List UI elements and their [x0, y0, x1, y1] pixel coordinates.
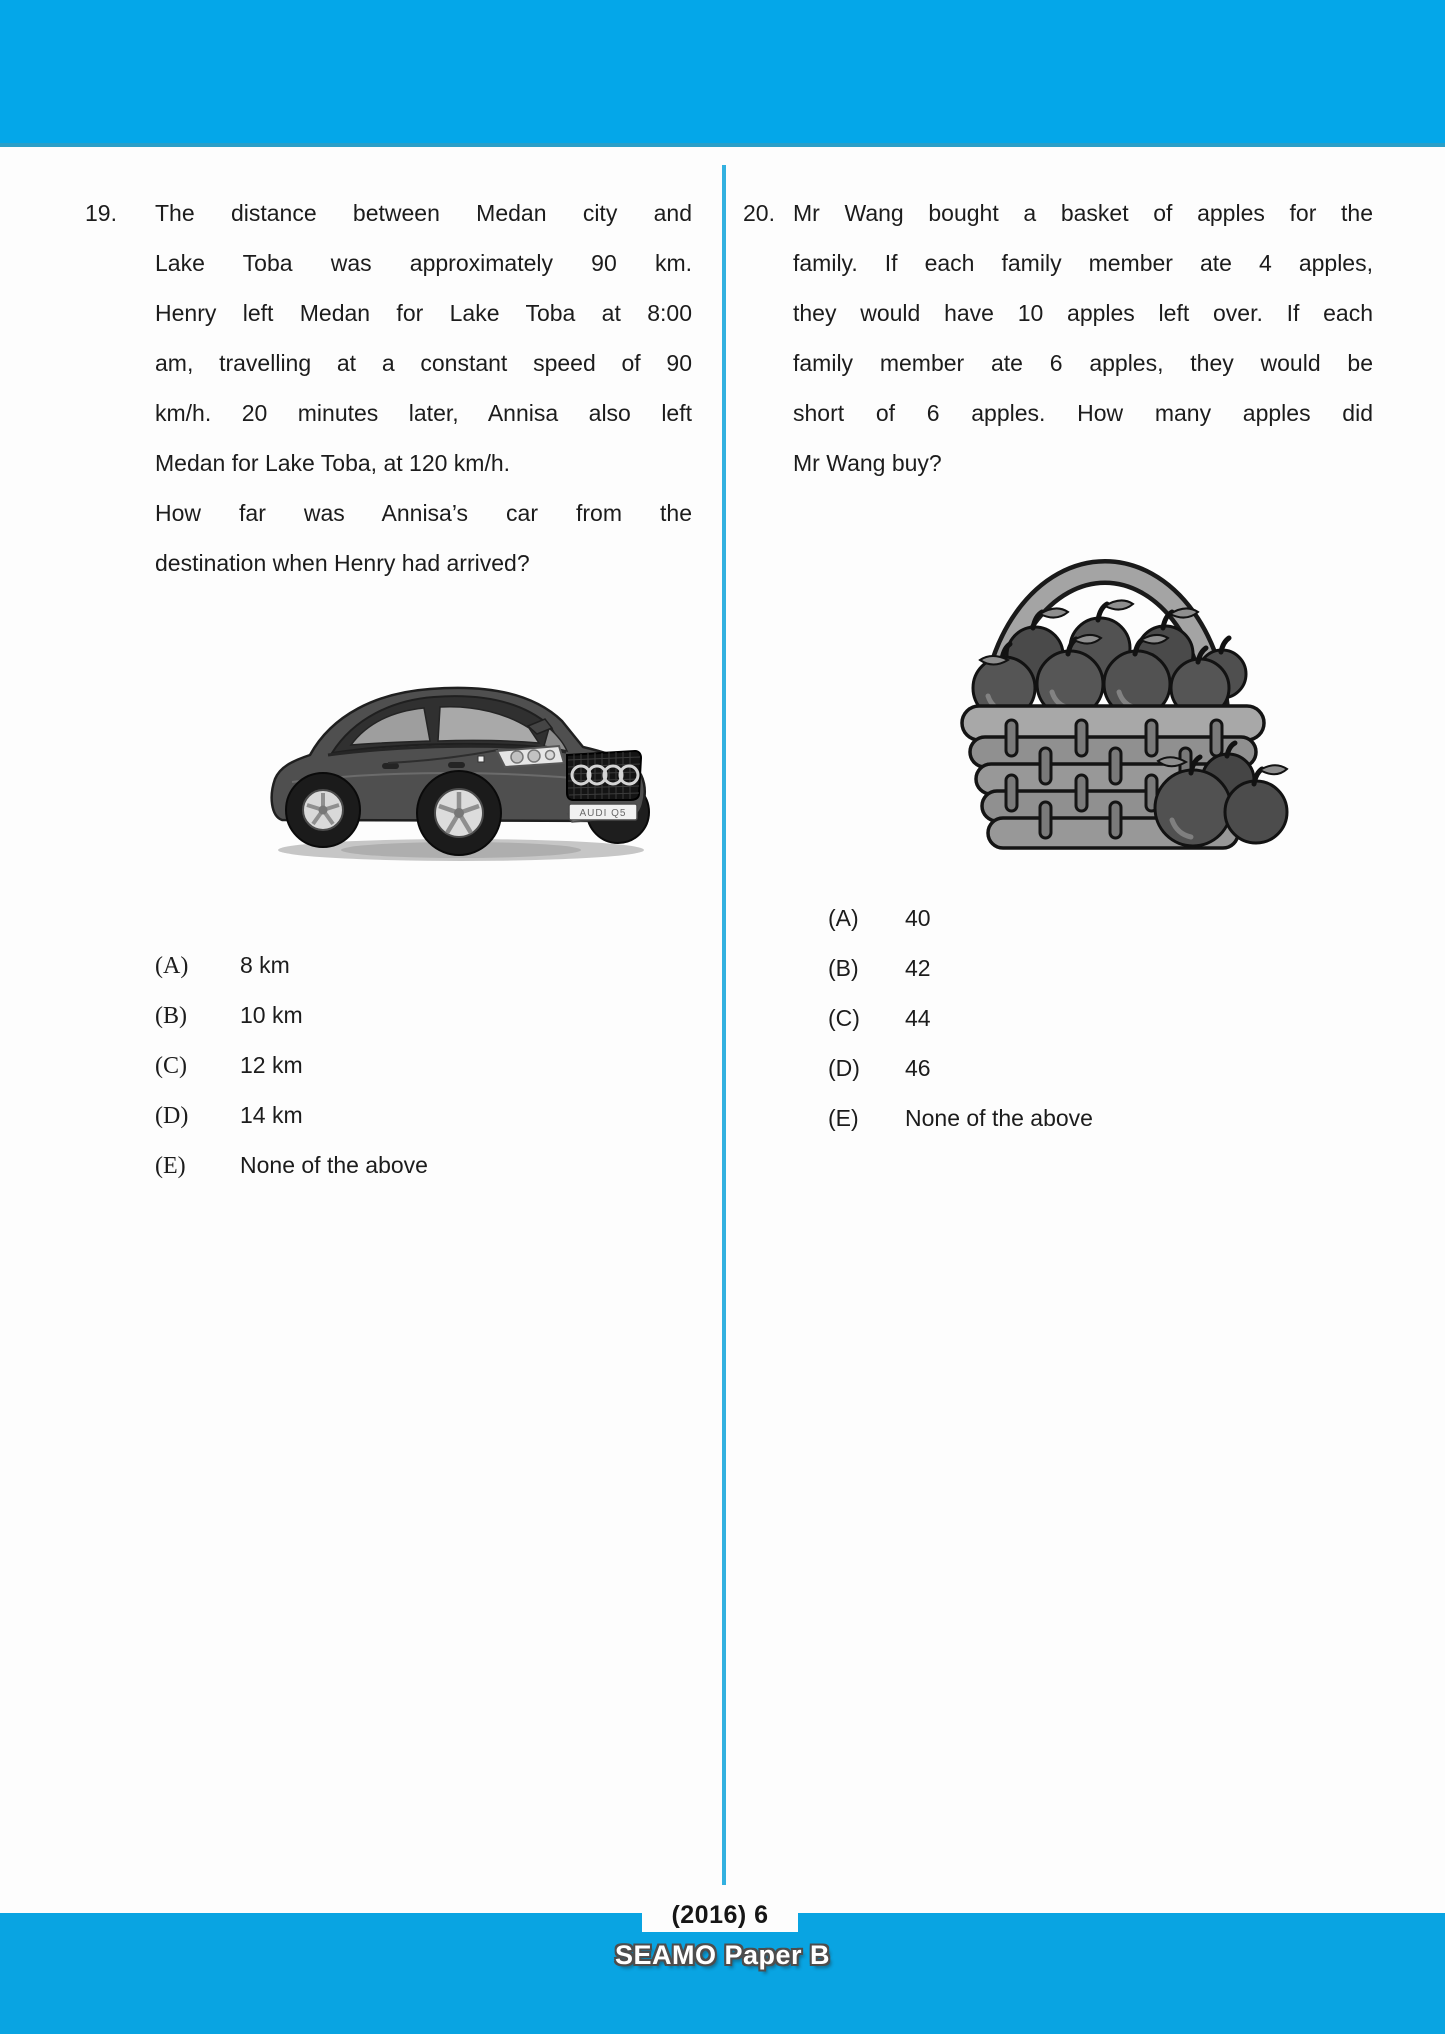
option-value: 12 km [240, 1052, 303, 1078]
option-row [828, 1043, 1093, 1093]
option-value: 42 [905, 955, 931, 981]
option-letter: (A) [155, 953, 189, 979]
option-letter: (E) [155, 1153, 186, 1179]
question-text-line: Mr Wang buy? [793, 450, 942, 476]
option-value: 40 [905, 905, 931, 931]
option-row [828, 993, 1093, 1043]
question-text-line: Lake Toba was approximately 90 km. [155, 250, 692, 276]
option-letter: (C) [828, 1005, 860, 1031]
option-row [155, 1140, 428, 1190]
page-number-label: (2016) 6 [671, 1901, 769, 1929]
question-19-number: 19. [85, 200, 117, 226]
question-text-line: Henry left Medan for Lake Toba at 8:00 [155, 300, 692, 326]
option-value: None of the above [240, 1152, 428, 1178]
option-row [155, 990, 428, 1040]
option-row [155, 940, 428, 990]
front-wheel [417, 771, 501, 855]
question-text-line: Mr Wang bought a basket of apples for the [793, 200, 1373, 226]
apples-outside-basket [1155, 743, 1287, 846]
option-value: 8 km [240, 952, 290, 978]
question-text-line: family member ate 6 apples, they would be [793, 350, 1373, 376]
option-letter: (E) [828, 1105, 859, 1131]
option-letter: (B) [828, 955, 859, 981]
option-row [155, 1040, 428, 1090]
option-letter: (B) [155, 1003, 187, 1029]
license-plate-text: AUDI Q5 [579, 808, 627, 819]
option-letter: (D) [155, 1103, 189, 1129]
question-text-line: Medan for Lake Toba, at 120 km/h. [155, 450, 511, 476]
column-divider [722, 165, 726, 1885]
question-text-line: they would have 10 apples left over. If each [793, 300, 1373, 326]
option-row [155, 1090, 428, 1140]
option-value: 46 [905, 1055, 931, 1081]
question-19-text [155, 188, 692, 588]
option-value: None of the above [905, 1105, 1093, 1131]
question-text-line: km/h. 20 minutes later, Annisa also left [155, 400, 692, 426]
question-text-line: destination when Henry had arrived? [155, 550, 530, 576]
option-row [828, 1093, 1093, 1143]
option-row [828, 893, 1093, 943]
option-row [828, 943, 1093, 993]
grille [567, 751, 641, 800]
apple-basket-illustration [940, 558, 1290, 858]
option-letter: (D) [828, 1055, 860, 1081]
car-illustration [266, 664, 658, 864]
option-letter: (A) [828, 905, 859, 931]
option-value: 14 km [240, 1102, 303, 1128]
question-text-line: am, travelling at a constant speed of 90 [155, 350, 692, 376]
option-value: 44 [905, 1005, 931, 1031]
question-text-line: short of 6 apples. How many apples did [793, 400, 1373, 426]
question-text-line: How far was Annisa’s car from the [155, 500, 692, 526]
door-handle [382, 763, 399, 769]
paper-title-label: SEAMO Paper B [614, 1940, 831, 1970]
door-handle [448, 762, 465, 768]
question-20-options [828, 893, 1093, 1143]
option-value: 10 km [240, 1002, 303, 1028]
question-20-text [793, 188, 1373, 488]
question-19-options [155, 940, 428, 1190]
rear-wheel [286, 773, 360, 847]
header-bar [0, 0, 1445, 147]
question-20-number: 20. [743, 200, 775, 226]
license-plate [569, 804, 637, 820]
question-text-line: The distance between Medan city and [155, 200, 692, 226]
option-letter: (C) [155, 1053, 187, 1079]
question-text-line: family. If each family member ate 4 apples, [793, 250, 1373, 276]
